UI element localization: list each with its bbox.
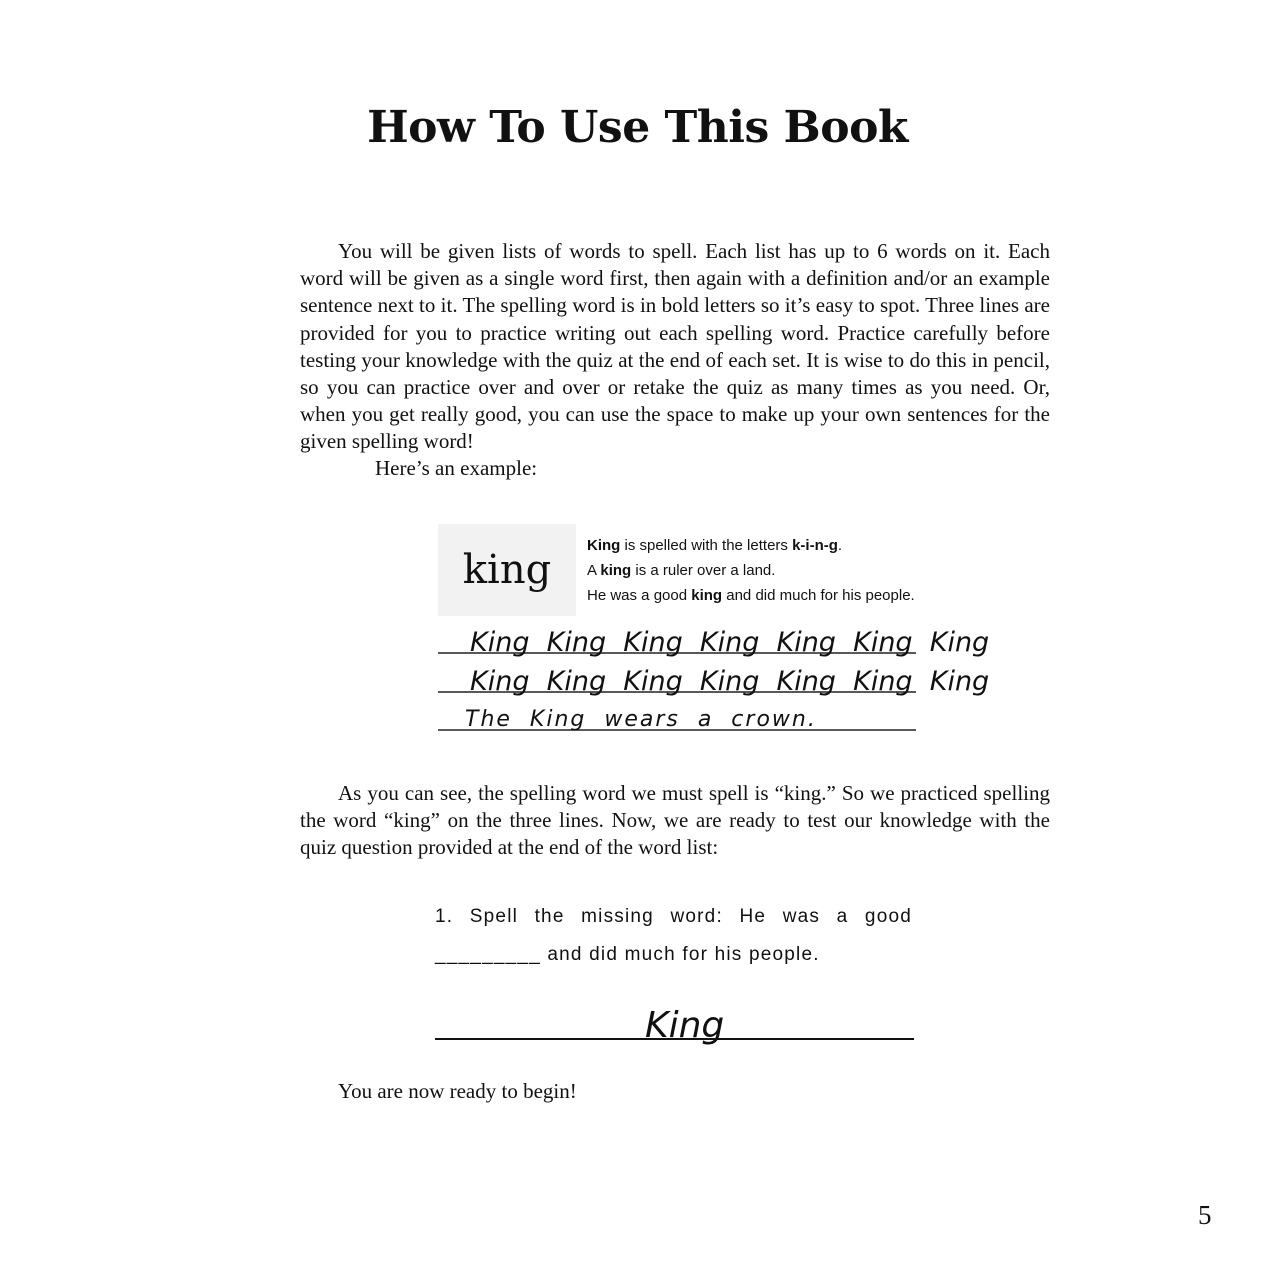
closing-text: You are now ready to begin! [338, 1079, 577, 1103]
practice-handwriting-3: The King wears a crown. [465, 707, 817, 732]
page-title: How To Use This Book [367, 102, 908, 153]
quiz-answer-area [435, 995, 915, 1080]
practice-handwriting-2: King King King King King King King [470, 666, 990, 697]
quiz-answer-drawing [435, 995, 915, 1075]
definition-line-2: A king is a ruler over a land. [587, 562, 776, 579]
after-paragraph: As you can see, the spelling word we must spell is “king.” So we practiced spelling the word “king” on the three lines. Now, we are ready to test our knowledge with the quiz question provided at the end of the word list: [300, 781, 1050, 860]
intro-paragraph: You will be given lists of words to spell. Each list has up to 6 words on it. Each word will be given as a single word first, then again with a definition and/or an example sentence next to it. The spelling word is in bold letters so it’s easy to spot. Three lines are provided for you to practice writing out each spelling word. Practice carefully before testing your knowledge with the quiz at the end of each set. It is wise to do this in pencil, so you can practice over and over or retake the quiz as many times as you need. Or, when you get really good, you can use the space to make up your own sentences for the given spelling word! [300, 239, 1050, 454]
practice-lines-drawing [438, 615, 990, 755]
example-label: Here’s an example: [375, 456, 538, 480]
example-word-box [438, 524, 576, 616]
page-number: 5 [1198, 1200, 1212, 1230]
example-word: king [462, 547, 552, 593]
practice-handwriting-1: King King King King King King King [470, 627, 990, 658]
quiz-blank: _________ [435, 944, 541, 965]
definition-line-3: He was a good king and did much for his people. [587, 587, 915, 604]
practice-lines [438, 615, 990, 760]
example-definitions [587, 533, 927, 608]
quiz-handwritten-answer: King [645, 1005, 725, 1046]
quiz-question: 1. Spell the missing word: He was a good _________ and did much for his people. [435, 906, 912, 965]
definition-line-1: King is spelled with the letters k-i-n-g. [587, 537, 843, 554]
